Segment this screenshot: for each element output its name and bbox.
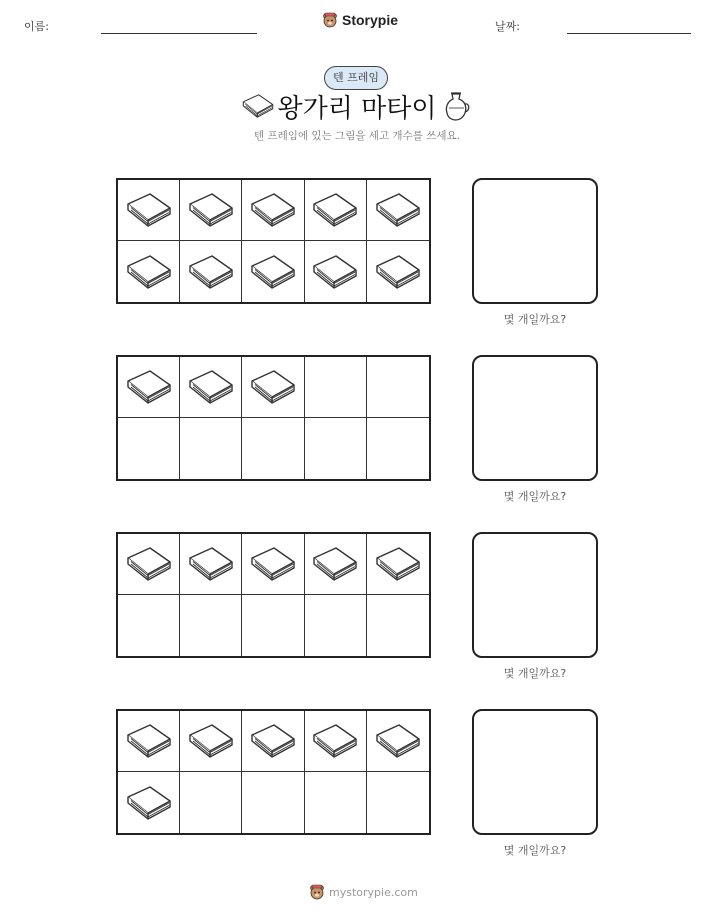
book-icon <box>373 190 423 230</box>
ten-frame-cell <box>118 595 180 656</box>
book-icon <box>310 190 360 230</box>
ten-frame-cell <box>180 357 242 418</box>
ten-frame-cell <box>305 357 367 418</box>
book-icon <box>373 544 423 584</box>
category-pill: 텐 프레임 <box>324 66 388 90</box>
book-icon <box>186 721 236 761</box>
name-label: 이름: <box>24 20 49 33</box>
ten-frame-cell <box>305 711 367 772</box>
footer-url[interactable]: mystorypie.com <box>329 885 418 899</box>
question-label: 몇 개일까요? <box>503 313 567 326</box>
question-label: 몇 개일까요? <box>503 844 567 857</box>
book-icon <box>310 721 360 761</box>
ten-frame-cell <box>118 418 180 479</box>
question-label: 몇 개일까요? <box>503 667 567 680</box>
page-title: 왕가리 마타이 <box>277 94 437 124</box>
ten-frame-cell <box>305 534 367 595</box>
book-icon <box>124 190 174 230</box>
bear-mascot-icon <box>322 12 338 28</box>
instruction-text: 텐 프레임에 있는 그림을 세고 개수를 쓰세요. <box>254 130 460 142</box>
book-icon <box>186 190 236 230</box>
bear-mascot-icon <box>309 884 325 900</box>
ten-frame-cell <box>367 180 429 241</box>
ten-frame-cell <box>180 711 242 772</box>
ten-frame-cell <box>180 180 242 241</box>
ten-frame-cell <box>305 595 367 656</box>
ten-frame-cell <box>118 772 180 833</box>
ten-frame-cell <box>367 357 429 418</box>
ten-frame-cell <box>305 241 367 302</box>
ten-frame <box>116 355 431 481</box>
ten-frame <box>116 178 431 304</box>
ten-frame-cell <box>118 357 180 418</box>
book-icon <box>248 721 298 761</box>
question-label: 몇 개일까요? <box>503 490 567 503</box>
ten-frame-cell <box>305 772 367 833</box>
footer <box>309 884 418 900</box>
name-line[interactable] <box>101 33 257 34</box>
book-icon <box>373 252 423 292</box>
book-icon <box>248 544 298 584</box>
ten-frame-cell <box>367 772 429 833</box>
ten-frame-cell <box>180 772 242 833</box>
ten-frame-cell <box>242 180 304 241</box>
ten-frame-cell <box>180 595 242 656</box>
book-icon <box>124 544 174 584</box>
ten-frame <box>116 532 431 658</box>
answer-box[interactable] <box>472 532 598 658</box>
book-icon <box>186 367 236 407</box>
ten-frame-cell <box>367 534 429 595</box>
ten-frame-cell <box>242 772 304 833</box>
ten-frame-cell <box>118 180 180 241</box>
jug-icon <box>442 90 472 122</box>
answer-box[interactable] <box>472 709 598 835</box>
book-icon <box>124 367 174 407</box>
ten-frame-cell <box>367 418 429 479</box>
book-icon <box>310 544 360 584</box>
date-label: 날짜: <box>495 20 520 33</box>
ten-frame-cell <box>305 180 367 241</box>
book-icon <box>124 252 174 292</box>
ten-frame-cell <box>242 711 304 772</box>
book-icon <box>373 721 423 761</box>
brand-name: Storypie <box>342 12 399 28</box>
ten-frame-cell <box>242 241 304 302</box>
book-icon <box>186 544 236 584</box>
ten-frame-cell <box>118 534 180 595</box>
ten-frame-cell <box>180 534 242 595</box>
ten-frame-cell <box>367 711 429 772</box>
book-icon <box>248 190 298 230</box>
brand-logo <box>322 12 398 28</box>
book-icon <box>124 721 174 761</box>
ten-frame-cell <box>118 241 180 302</box>
ten-frame-cell <box>242 534 304 595</box>
ten-frame-cell <box>242 418 304 479</box>
ten-frame-cell <box>367 241 429 302</box>
ten-frame-cell <box>242 357 304 418</box>
ten-frame-cell <box>180 418 242 479</box>
ten-frame-cell <box>242 595 304 656</box>
ten-frame-cell <box>367 595 429 656</box>
date-line[interactable] <box>567 33 691 34</box>
ten-frame-cell <box>180 241 242 302</box>
ten-frame-cell <box>118 711 180 772</box>
book-icon <box>310 252 360 292</box>
book-icon <box>248 367 298 407</box>
answer-box[interactable] <box>472 355 598 481</box>
book-icon <box>124 783 174 823</box>
book-icon <box>248 252 298 292</box>
ten-frame <box>116 709 431 835</box>
book-icon <box>186 252 236 292</box>
ten-frame-cell <box>305 418 367 479</box>
answer-box[interactable] <box>472 178 598 304</box>
